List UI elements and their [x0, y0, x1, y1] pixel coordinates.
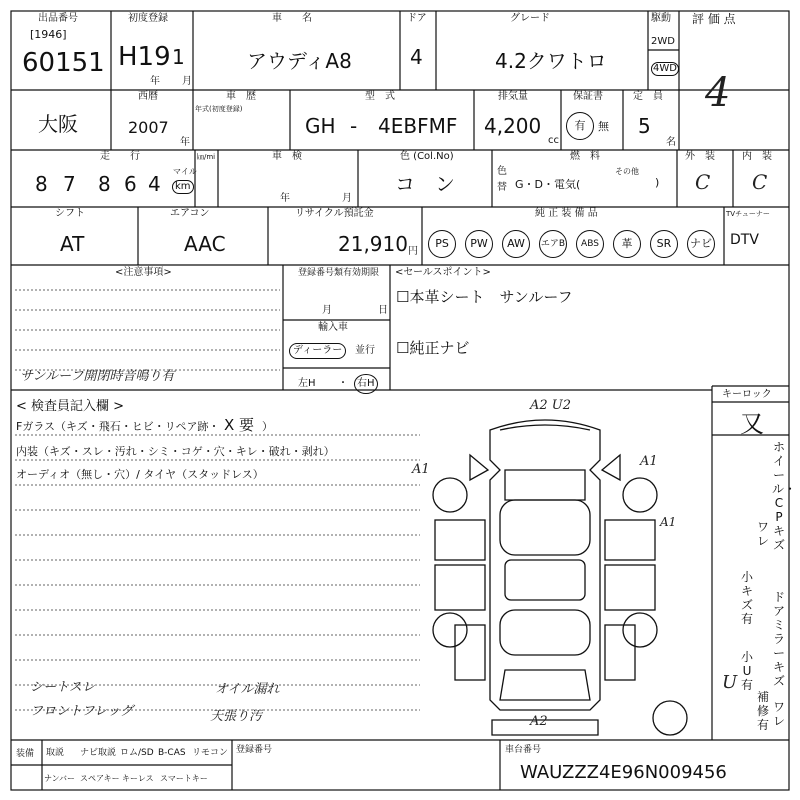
- glass-mark: X 要: [224, 416, 255, 434]
- year-unit: 年: [180, 137, 190, 148]
- reg-month: 月: [322, 305, 332, 316]
- car-name: アウディA8: [247, 49, 352, 73]
- year-value: 2007: [128, 118, 169, 137]
- bottom-item: ナンバー: [44, 774, 76, 783]
- score-label: 評 価 点: [692, 12, 736, 26]
- exterior-value: C: [695, 170, 711, 194]
- warranty-yes-circled: 有: [566, 112, 594, 140]
- reg-year-unit: 年: [150, 76, 160, 87]
- interior-label: 内 装: [742, 151, 772, 162]
- lot-label: 出品番号: [38, 13, 78, 24]
- ac-value: AAC: [184, 232, 226, 256]
- color-change-1: 色: [497, 166, 507, 177]
- equip-pw: PW: [465, 230, 493, 258]
- reg-month: 1: [172, 45, 185, 69]
- diagram-mark-right-door: A1: [660, 515, 677, 529]
- interior-line: 内装（キズ・スレ・汚れ・シミ・コゲ・穴・キレ・破れ・剥れ）: [16, 445, 335, 458]
- diagram-mark-side: U: [722, 672, 738, 693]
- equip-aw: AW: [502, 230, 530, 258]
- reg-month-unit: 月: [182, 76, 192, 87]
- model-year-sub: 年式(初度登録): [195, 105, 243, 113]
- side-note: 小U有: [740, 650, 753, 692]
- bottom-item: スマートキー: [160, 774, 208, 783]
- bottom-item: キーレス: [122, 774, 154, 783]
- mileage-digit: 8: [98, 172, 111, 196]
- equip-sr: SR: [650, 230, 678, 258]
- handwritten-note: フロントフレッグ: [30, 704, 133, 719]
- color-change-2: 替: [497, 182, 507, 193]
- bottom-item: 取説: [46, 748, 65, 758]
- key-lock-label: キーロック: [722, 389, 772, 400]
- side-note: ワレ: [772, 700, 785, 728]
- inspector-label: < 検査員記入欄 >: [16, 399, 125, 414]
- notes-label: <注意事項>: [115, 267, 172, 278]
- exterior-label: 外 装: [685, 151, 715, 162]
- handwritten-note: シートスレ: [30, 680, 95, 695]
- mileage-digit: 6: [124, 172, 137, 196]
- km-unit-circled: km: [172, 180, 194, 194]
- tv-value: DTV: [730, 232, 759, 248]
- capacity-value: 5: [638, 114, 651, 138]
- recycle-value: 21,910: [338, 232, 408, 256]
- equip-label: 装備: [16, 749, 35, 759]
- interior-value: C: [752, 170, 768, 194]
- insp-year: 年: [280, 193, 290, 204]
- color-label: 色 (Col.No): [400, 151, 454, 162]
- audio-tire-line: オーディオ（無し・穴）/ タイヤ（スタッドレス）: [16, 468, 264, 481]
- fuel-other: その他: [615, 167, 639, 176]
- shift-label: シフト: [55, 208, 85, 219]
- ac-label: エアコン: [170, 208, 210, 219]
- odometer-swap-label: ㎞/mi: [197, 153, 216, 161]
- lot-prefix: [1946]: [30, 28, 67, 41]
- region-label: 西暦: [138, 91, 158, 102]
- side-note: ワレ: [756, 520, 769, 548]
- lot-number: 60151: [22, 48, 105, 78]
- model-year-label: 車 歴: [226, 91, 256, 102]
- inspection-label: 車 検: [272, 151, 302, 162]
- car-name-label: 車 名: [272, 13, 312, 24]
- type-label: 型 式: [365, 91, 395, 102]
- diagram-mark-right: A1: [640, 454, 658, 469]
- mileage-label: 走 行: [100, 151, 140, 162]
- sales-point-item: ☐純正ナビ: [396, 339, 470, 357]
- warranty-label: 保証書: [573, 91, 603, 102]
- equip-abs: ABS: [576, 230, 604, 258]
- diagram-mark-front: A2 U2: [530, 398, 572, 413]
- bottom-item: スペアキー: [80, 774, 120, 783]
- reg-era: H19: [118, 42, 171, 72]
- bottom-item: B-CAS: [158, 748, 186, 758]
- type-prefix: GH: [305, 114, 336, 138]
- key-lock-value: 又: [740, 410, 764, 438]
- handwritten-note: オイル漏れ: [215, 682, 280, 697]
- bottom-item: ロム/SD: [120, 748, 154, 758]
- diagram-mark-rear: A2: [530, 714, 548, 729]
- sales-point-item: ☐本革シート サンルーフ: [396, 288, 573, 306]
- glass-close: ）: [262, 420, 273, 433]
- grade-value: 4.2クワトロ: [495, 49, 607, 73]
- glass-line: Fガラス（キズ・飛石・ヒビ・リペア跡・: [16, 420, 220, 433]
- reg-expiry-label: 登録番号類有効期限: [298, 268, 380, 278]
- doors-value: 4: [410, 45, 423, 69]
- notes-handwritten: サンルーフ開閉時音鳴り有: [20, 369, 175, 384]
- side-note: 小キズ有: [740, 570, 753, 626]
- parallel-import: 並行: [355, 345, 375, 356]
- reg-no-label: 登録番号: [236, 745, 273, 755]
- equip-ps: PS: [428, 230, 456, 258]
- chassis-number: WAUZZZ4E96N009456: [520, 762, 727, 783]
- mileage-digit: 4: [148, 172, 161, 196]
- diagram-mark-left: A1: [412, 462, 430, 477]
- doors-label: ドア: [407, 13, 427, 24]
- dealer-circled: ディーラー: [289, 343, 346, 359]
- drive-2wd: 2WD: [651, 36, 675, 47]
- color-value: コ ン: [395, 172, 455, 196]
- region-value: 大阪: [38, 112, 78, 136]
- fuel-label: 燃 料: [570, 151, 600, 162]
- capacity-unit: 名: [666, 137, 676, 148]
- recycle-unit: 円: [408, 246, 418, 257]
- fuel-options: G・D・電気(: [515, 178, 581, 191]
- equip-leather: 革: [613, 230, 641, 258]
- type-dash: -: [350, 114, 358, 138]
- drive-4wd-circled: 4WD: [653, 63, 677, 74]
- type-code: 4EBFMF: [378, 114, 458, 138]
- equip-airbag: エアB: [539, 230, 567, 258]
- capacity-label: 定 員: [633, 91, 663, 102]
- handwritten-note: 天張り汚: [210, 709, 263, 724]
- mileage-digit: 7: [63, 172, 76, 196]
- bottom-item: ナビ取説: [80, 748, 117, 758]
- side-note: ホイール・CPキズ: [772, 440, 797, 552]
- insp-month: 月: [342, 193, 352, 204]
- dot-sep: ・: [338, 378, 348, 389]
- drive-label: 駆動: [651, 13, 671, 24]
- grade-label: グレード: [510, 13, 550, 24]
- cc-unit: cc: [548, 135, 559, 146]
- import-label: 輸入車: [318, 322, 348, 333]
- first-reg-label: 初度登録: [128, 13, 168, 24]
- equipment-label: 純 正 装 備 品: [535, 208, 598, 219]
- tv-label: TVチューナー: [726, 210, 770, 218]
- fuel-close: ): [655, 176, 660, 189]
- mile-unit: マイル: [173, 167, 197, 176]
- side-note: 補修有: [756, 690, 769, 732]
- displacement-value: 4,200: [484, 114, 542, 138]
- chassis-label: 車台番号: [505, 745, 542, 755]
- displacement-label: 排気量: [498, 91, 528, 102]
- shift-value: AT: [60, 232, 85, 256]
- left-hand: 左H: [298, 378, 316, 389]
- mileage-digit: 8: [35, 172, 48, 196]
- side-note: ドアミラーキズ: [772, 590, 785, 688]
- right-hand-circled: 右H: [354, 374, 378, 394]
- bottom-item: リモコン: [192, 748, 229, 758]
- sales-points-label: <セールスポイント>: [395, 267, 491, 278]
- score-value: 4: [705, 70, 731, 116]
- equip-navi: ナビ: [687, 230, 715, 258]
- warranty-no: 無: [598, 120, 609, 133]
- reg-day: 日: [378, 305, 388, 316]
- recycle-label: リサイクル預託金: [295, 208, 374, 219]
